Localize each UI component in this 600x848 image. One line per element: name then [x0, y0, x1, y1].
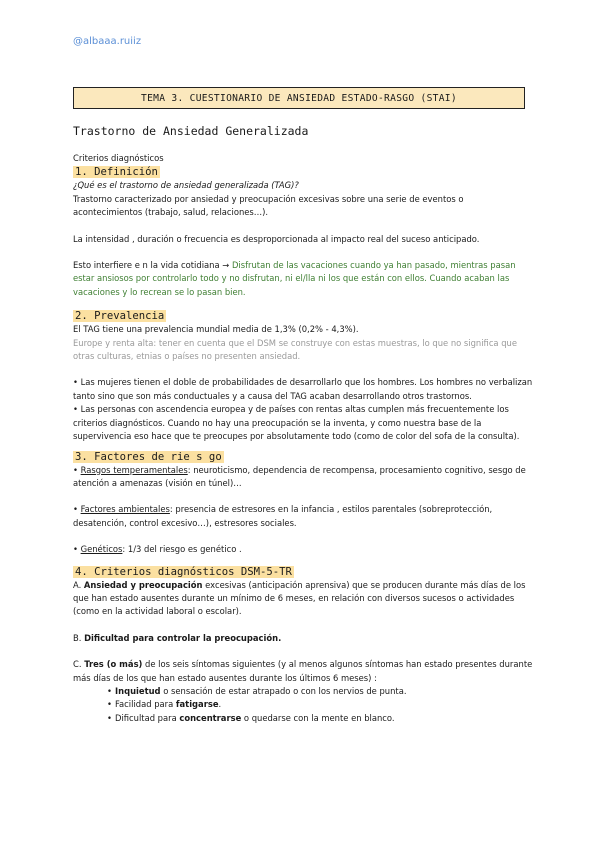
document-subtitle: Trastorno de Ansiedad Generalizada: [73, 124, 309, 138]
author-watermark: @albaaa.ruiiz: [73, 36, 142, 47]
section-2-heading: 2. Prevalencia: [75, 310, 165, 323]
criterios-label: Criterios diagnósticos: [73, 153, 164, 163]
criterion-a: A. Ansiedad y preocupación excesivas (anticipación aprensiva) que se producen durante más días de los que han estado ausentes durante un mínimo de 6 meses, en relación con diversos sucesos o actividades (como en la actividad laboral o escolar).: [73, 579, 526, 617]
symptom-item: • Inquietud o sensación de estar atrapado o con los nervios de punta.: [115, 685, 533, 698]
symptom-list: [73, 685, 533, 725]
intensity-text: La intensidad , duración o frecuencia es desproporcionada al impacto real del suceso anticipado.: [73, 233, 480, 244]
risk-genetic: • Genéticos: 1/3 del riesgo es genético .: [73, 544, 242, 555]
document-body: [73, 152, 533, 725]
prevalence-bullet-2: • Las personas con ascendencia europea y de países con rentas altas cumplen más frecuentemente los criterios diagnósticos. Cuando no hay una preocupación se la inventa, y como nuestra base de la supervivencia eso hace que te preocupes por absolutamente todo (como de color del sofa de la consulta).: [73, 404, 520, 442]
daily-life-text: Esto interfiere e n la vida cotidiana → Disfrutan de las vacaciones cuando ya han pasado, mientras pasan estar ansiosos por controlarlo todo y no disfrutan, ni el/lla ni los que están con ellos. Cuando acaban las vacaciones y lo recrean se lo pasan bien.: [73, 260, 516, 297]
prevalence-note: Europe y renta alta: tener en cuenta que el DSM se construye con estas muestras, lo que no significa que otras culturas, etnias o países no presenten ansiedad.: [73, 337, 518, 362]
symptom-item: • Dificultad para concentrarse o quedarse con la mente en blanco.: [115, 712, 533, 725]
daily-life-example: Disfrutan de las vacaciones cuando ya han pasado, mientras pasan estar ansiosos por controlarlo todo y no disfrutan, ni el/lla ni los que están con ellos. Cuando acaban las vacaciones y lo recrean se lo pasan bien.: [73, 260, 516, 297]
section-1-heading: 1. Definición: [75, 166, 158, 179]
symptom-item: • Facilidad para fatigarse.: [115, 698, 533, 711]
prevalence-bullet-1: • Las mujeres tienen el doble de probabilidades de desarrollarlo que los hombres. Los hombres no verbalizan tanto sino que son más conductuales y a causa del TAG acaban desarrollando otros trastornos.: [73, 377, 533, 401]
criterion-b: B. Dificultad para controlar la preocupación.: [73, 632, 282, 643]
section-4-heading: 4. Criterios diagnósticos DSM-5-TR: [75, 565, 292, 578]
risk-temperament: • Rasgos temperamentales: neuroticismo, dependencia de recompensa, procesamiento cognitivo, sesgo de atención a amenazas (visión en túnel)…: [73, 464, 526, 488]
definition-question: ¿Qué es el trastorno de ansiedad generalizada (TAG)?: [73, 180, 299, 191]
criterion-c: C. Tres (o más) de los seis síntomas siguientes (y al menos algunos síntomas han estado presentes durante más días de los que han estado ausentes durante los últimos 6 meses) :: [73, 659, 533, 683]
document-title: TEMA 3. CUESTIONARIO DE ANSIEDAD ESTADO-RASGO (STAI): [73, 87, 525, 109]
section-3-heading: 3. Factores de rie s go: [75, 450, 222, 463]
risk-environment: • Factores ambientales: presencia de estresores en la infancia , estilos parentales (sobreprotección, desatención, control excesivo…), estresores sociales.: [73, 504, 493, 528]
prevalence-text: El TAG tiene una prevalencia mundial media de 1,3% (0,2% - 4,3%).: [73, 324, 359, 335]
definition-text: Trastorno caracterizado por ansiedad y preocupación excesivas sobre una serie de eventos o acontecimientos (trabajo, salud, relaciones…).: [73, 193, 464, 218]
